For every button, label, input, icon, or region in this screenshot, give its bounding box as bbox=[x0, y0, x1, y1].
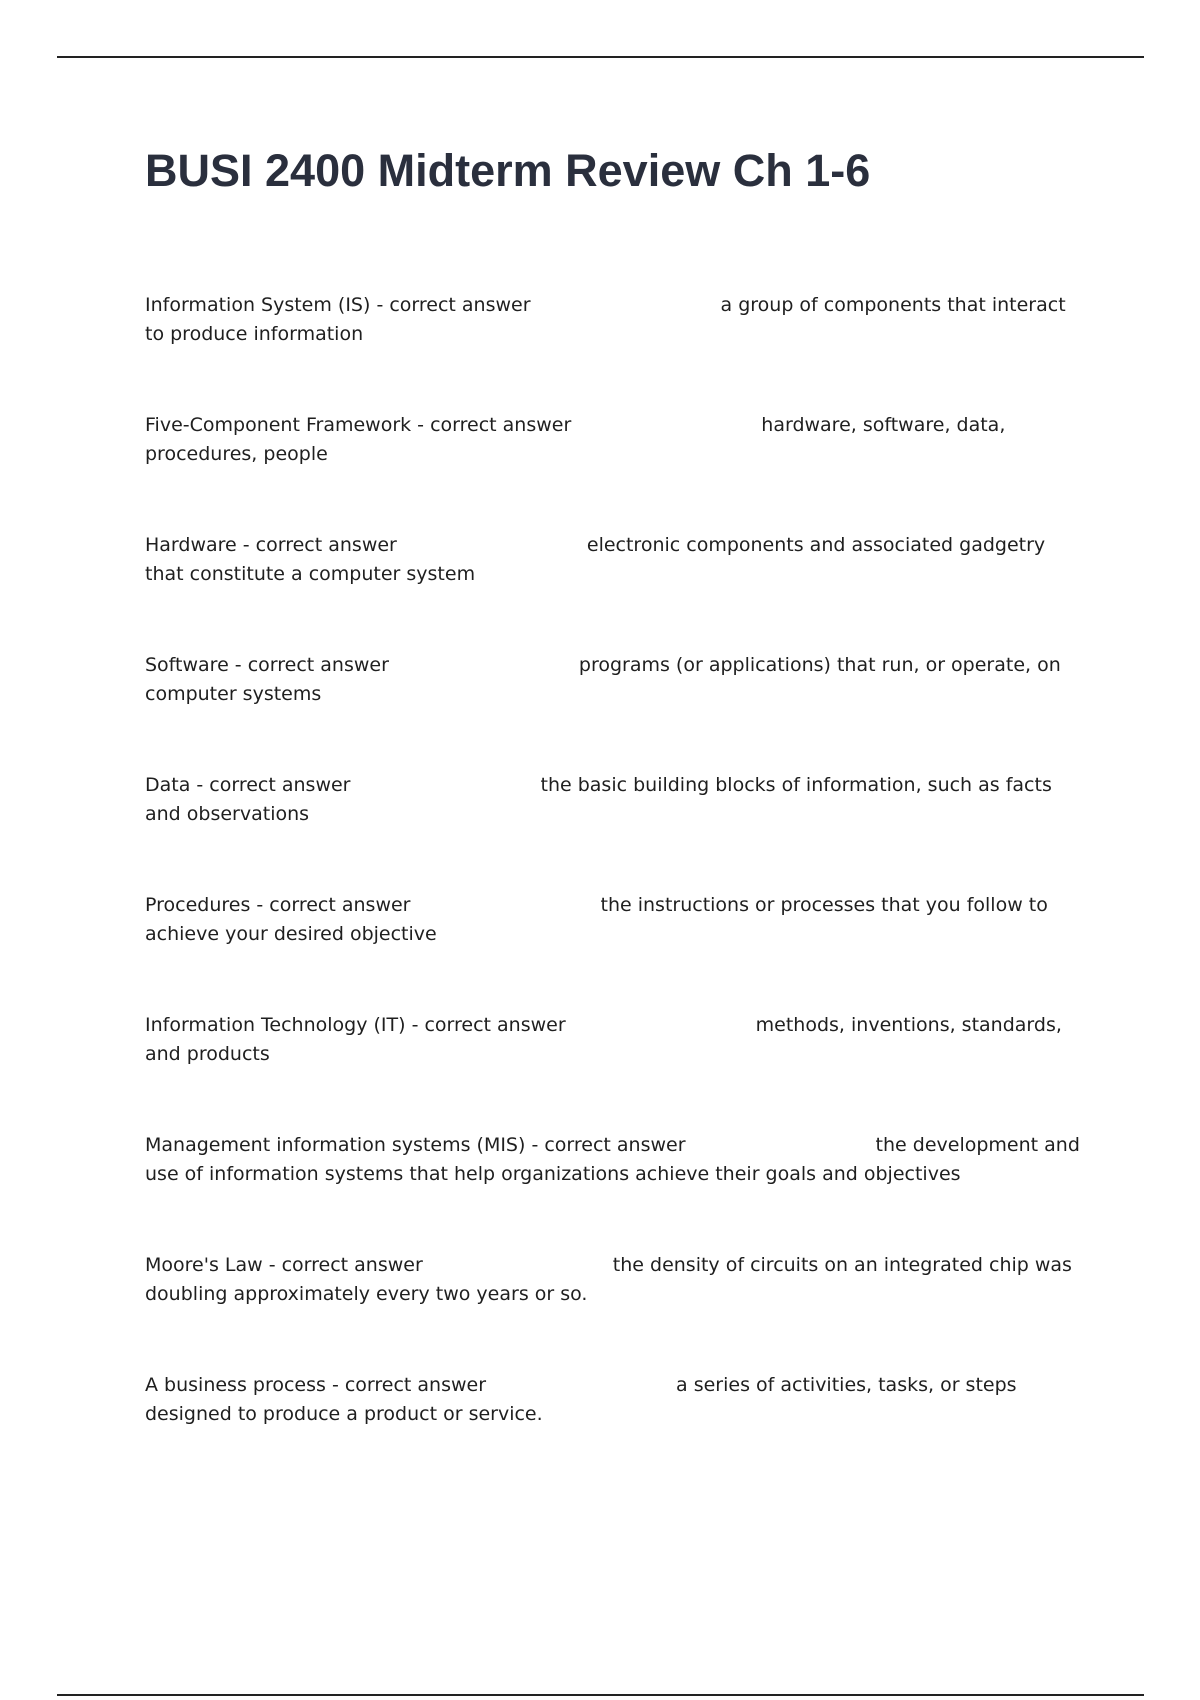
page-title: BUSI 2400 Midterm Review Ch 1-6 bbox=[145, 145, 871, 196]
flashcard bbox=[145, 1371, 1085, 1464]
flashcard-definition: a series of activities, tasks, or steps designed to produce a product or service. bbox=[145, 1374, 1017, 1425]
flashcard-term: Software - correct answer bbox=[145, 654, 389, 676]
flashcard bbox=[145, 291, 1085, 384]
flashcard bbox=[145, 531, 1085, 624]
flashcard-list bbox=[145, 291, 1085, 1491]
flashcard-term: Five-Component Framework - correct answer bbox=[145, 414, 572, 436]
flashcard-definition: electronic components and associated gadgetry that constitute a computer system bbox=[145, 534, 1046, 585]
flashcard-term: Management information systems (MIS) - correct answer bbox=[145, 1134, 686, 1156]
flashcard-definition: the basic building blocks of information, such as facts and observations bbox=[145, 774, 1052, 825]
flashcard-term: Moore's Law - correct answer bbox=[145, 1254, 423, 1276]
flashcard-term: Information System (IS) - correct answer bbox=[145, 294, 531, 316]
flashcard-definition: the density of circuits on an integrated chip was doubling approximately every two years or so. bbox=[145, 1254, 1072, 1305]
bottom-divider bbox=[57, 1694, 1144, 1696]
flashcard-term: Procedures - correct answer bbox=[145, 894, 411, 916]
flashcard-definition: hardware, software, data, procedures, people bbox=[145, 414, 1006, 465]
flashcard-term: Data - correct answer bbox=[145, 774, 351, 796]
flashcard bbox=[145, 1011, 1085, 1104]
flashcard-term: A business process - correct answer bbox=[145, 1374, 487, 1396]
flashcard bbox=[145, 771, 1085, 864]
flashcard-definition: a group of components that interact to produce information bbox=[145, 294, 1066, 345]
top-divider bbox=[57, 56, 1144, 58]
flashcard-definition: the instructions or processes that you follow to achieve your desired objective bbox=[145, 894, 1048, 945]
flashcard bbox=[145, 651, 1085, 744]
flashcard-term: Hardware - correct answer bbox=[145, 534, 397, 556]
flashcard bbox=[145, 411, 1085, 504]
flashcard bbox=[145, 891, 1085, 984]
flashcard bbox=[145, 1251, 1085, 1344]
flashcard-definition: methods, inventions, standards, and products bbox=[145, 1014, 1062, 1065]
flashcard-definition: the development and use of information systems that help organizations achieve their goals and objectives bbox=[145, 1134, 1080, 1185]
flashcard-definition: programs (or applications) that run, or operate, on computer systems bbox=[145, 654, 1061, 705]
flashcard bbox=[145, 1131, 1085, 1224]
flashcard-term: Information Technology (IT) - correct answer bbox=[145, 1014, 566, 1036]
